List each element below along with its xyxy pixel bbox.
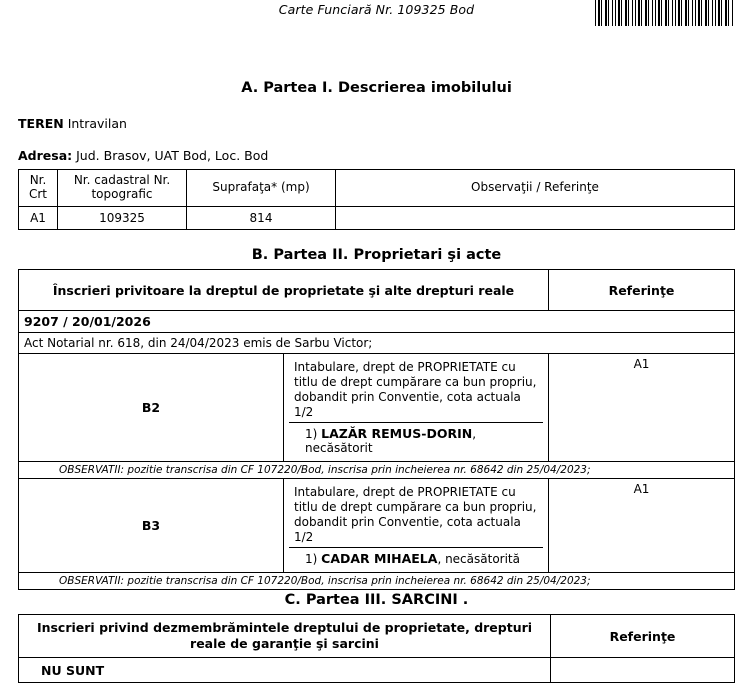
table-header-row xyxy=(19,170,735,207)
entry-number-row xyxy=(19,311,735,333)
owner-index: 1) xyxy=(305,552,318,566)
address-line xyxy=(18,148,735,163)
table-header-row xyxy=(19,615,735,658)
observation-text: OBSERVATII: pozitie transcrisa din CF 107220/Bod, inscrisa prin incheierea nr. 68642 din 25/04/2023; xyxy=(19,573,735,590)
observation-text: OBSERVATII: pozitie transcrisa din CF 107220/Bod, inscrisa prin incheierea nr. 68642 din 25/04/2023; xyxy=(19,462,735,479)
row-text: Intabulare, drept de PROPRIETATE cu titlu de drept cumpărare ca bun propriu, dobandit prin Conventie, cota actuala 1/2 xyxy=(294,360,537,419)
observation-row xyxy=(19,462,735,479)
sarcini-reference xyxy=(551,658,735,683)
cell-observatii xyxy=(336,207,735,230)
table-row xyxy=(19,207,735,230)
cell-nr-crt: A1 xyxy=(19,207,58,230)
header-inscrieri-sarcini: Inscrieri privind dezmembrămintele dreptului de proprietate, drepturi reale de garanţie şi sarcini xyxy=(19,615,551,658)
row-code: B2 xyxy=(19,354,284,462)
table-row xyxy=(19,479,735,573)
row-code: B3 xyxy=(19,479,284,573)
owner-line xyxy=(289,547,543,569)
table-header-row xyxy=(19,270,735,311)
address-value: Jud. Brasov, UAT Bod, Loc. Bod xyxy=(76,148,269,163)
sarcini-value: NU SUNT xyxy=(19,658,551,683)
row-reference: A1 xyxy=(549,354,735,462)
header-cadastral: Nr. cadastral Nr. topografic xyxy=(58,170,187,207)
owner-line xyxy=(289,422,543,458)
owner-name: LAZĂR REMUS-DORIN xyxy=(321,426,473,441)
section-a-title: A. Partea I. Descrierea imobilului xyxy=(241,80,512,96)
row-reference: A1 xyxy=(549,479,735,573)
header-inscrieri: Înscrieri privitoare la dreptul de proprietate şi alte drepturi reale xyxy=(19,270,549,311)
row-text: Intabulare, drept de PROPRIETATE cu titlu de drept cumpărare ca bun propriu, dobandit prin Conventie, cota actuala 1/2 xyxy=(294,485,537,544)
land-type-value: Intravilan xyxy=(67,116,127,131)
header-observatii: Observaţii / Referinţe xyxy=(336,170,735,207)
header-referinte: Referinţe xyxy=(551,615,735,658)
owner-status: , necăsătorită xyxy=(437,552,520,566)
document-header xyxy=(18,0,735,30)
row-content xyxy=(284,479,549,573)
address-label: Adresa: xyxy=(18,148,73,163)
observation-row xyxy=(19,573,735,590)
table-row xyxy=(19,354,735,462)
barcode-icon xyxy=(595,0,735,26)
section-b-table xyxy=(18,269,735,590)
land-type-label: TEREN xyxy=(18,116,64,131)
header-nr-crt: Nr. Crt xyxy=(19,170,58,207)
section-b-title: B. Partea II. Proprietari şi acte xyxy=(251,247,502,263)
section-c-title: C. Partea III. SARCINI . xyxy=(284,592,469,608)
cell-cadastral: 109325 xyxy=(58,207,187,230)
table-row xyxy=(19,658,735,683)
act-text: Act Notarial nr. 618, din 24/04/2023 emis de Sarbu Victor; xyxy=(19,333,735,354)
entry-number: 9207 / 20/01/2026 xyxy=(19,311,735,333)
page-title: Carte Funciară Nr. 109325 Bod xyxy=(278,2,475,17)
owner-name: CADAR MIHAELA xyxy=(321,551,438,566)
row-content xyxy=(284,354,549,462)
owner-status: , necăsătorit xyxy=(305,427,477,455)
section-a-table xyxy=(18,169,735,230)
header-referinte: Referinţe xyxy=(549,270,735,311)
cell-suprafata: 814 xyxy=(187,207,336,230)
act-row xyxy=(19,333,735,354)
land-type-line xyxy=(18,116,735,131)
header-suprafata: Suprafaţa* (mp) xyxy=(187,170,336,207)
owner-index: 1) xyxy=(305,427,318,441)
section-c-table xyxy=(18,614,735,683)
